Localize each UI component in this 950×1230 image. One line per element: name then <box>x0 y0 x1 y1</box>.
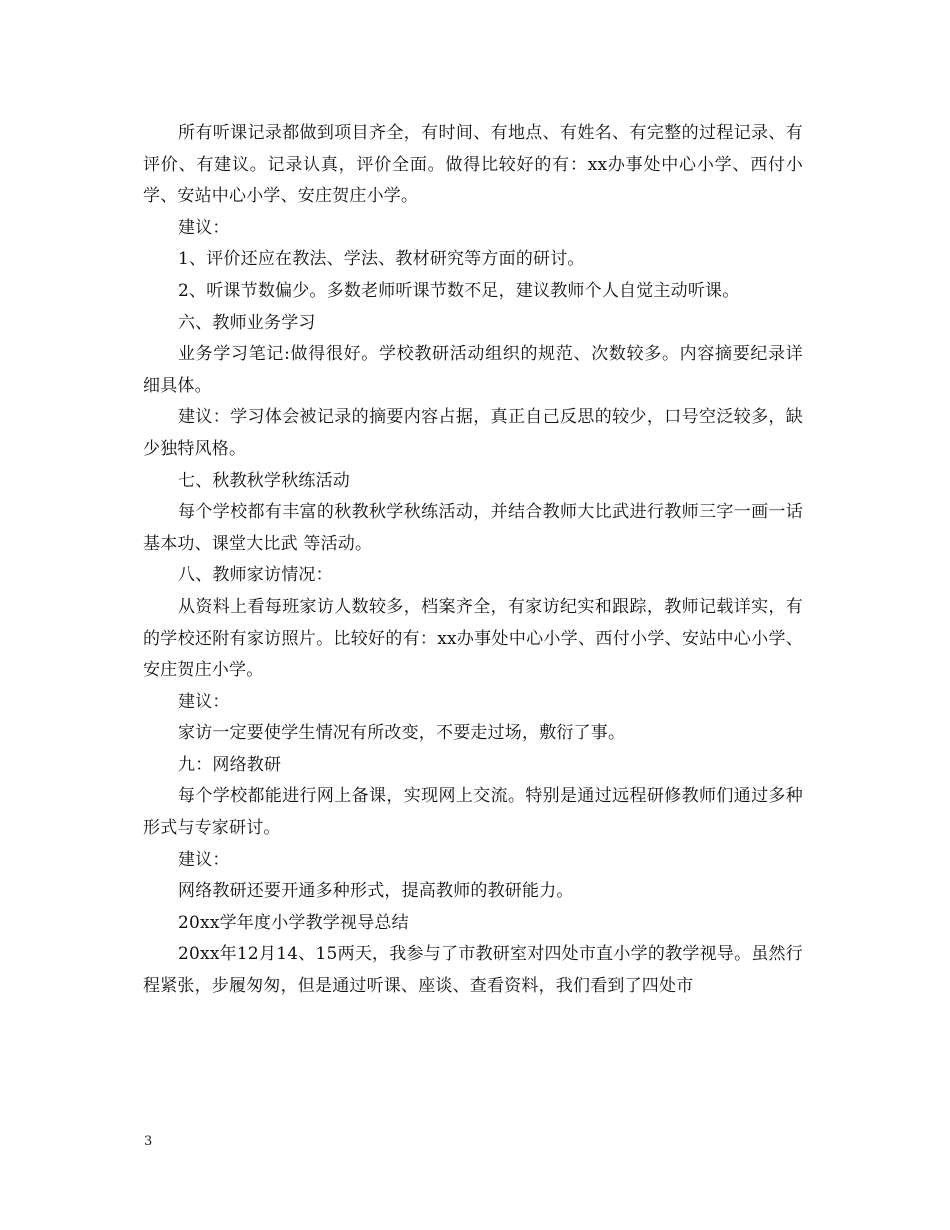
paragraph-suggestion-1: 1、评价还应在教法、学法、教材研究等方面的研讨。 <box>178 249 585 270</box>
section-heading-7: 七、秋教秋学秋练活动 <box>178 470 350 491</box>
paragraph-online-research: 每个学校都能进行网上备课，实现网上交流。特别是通过远程研修教师们通过多种形式与专家研讨。 <box>143 786 803 839</box>
paragraph-summary-title: 20xx学年度小学教学视导总结 <box>178 912 409 933</box>
paragraph-suggestion-heading: 建议： <box>178 217 230 238</box>
paragraph-suggestion-2: 2、听课节数偏少。多数老师听课节数不足，建议教师个人自觉主动听课。 <box>178 280 740 301</box>
document-body <box>143 118 803 1003</box>
section-heading-6: 六、教师业务学习 <box>178 312 316 333</box>
paragraph-autumn-activities: 每个学校都有丰富的秋教秋学秋练活动，并结合教师大比武进行教师三字一画一话基本功、课堂大比武 等活动。 <box>143 502 803 554</box>
paragraph-study-suggestion: 建议：学习体会被记录的摘要内容占据，真正自己反思的较少，口号空泛较多，缺少独特风格。 <box>143 407 803 459</box>
paragraph-lesson-records: 所有听课记录都做到项目齐全，有时间、有地点、有姓名、有完整的过程记录、有评价、有建议。记录认真，评价全面。做得比较好的有：xx办事处中心小学、西付小学、安站中心小学、安庄贺庄小学。 <box>143 123 803 207</box>
paragraph-suggestion-heading-2: 建议： <box>178 691 230 712</box>
page-number: 3 <box>144 1134 153 1149</box>
paragraph-online-suggestion: 网络教研还要开通多种形式，提高教师的教研能力。 <box>178 881 574 902</box>
section-heading-8: 八、教师家访情况： <box>178 565 333 586</box>
paragraph-summary-intro: 20xx年12月14、15两天，我参与了市教研室对四处市直小学的教学视导。虽然行程紧张，步履匆匆，但是通过听课、座谈、查看资料，我们看到了四处市 <box>143 944 803 997</box>
paragraph-home-visits: 从资料上看每班家访人数较多，档案齐全，有家访纪实和跟踪，教师记载详实，有的学校还附有家访照片。比较好的有：xx办事处中心小学、西付小学、安站中心小学、安庄贺庄小学。 <box>143 596 803 681</box>
paragraph-suggestion-heading-3: 建议： <box>178 849 230 870</box>
paragraph-study-notes: 业务学习笔记:做得很好。学校教研活动组织的规范、次数较多。内容摘要纪录详细具体。 <box>143 344 803 396</box>
section-heading-9: 九：网络教研 <box>178 754 282 775</box>
paragraph-home-visit-suggestion: 家访一定要使学生情况有所改变，不要走过场，敷衍了事。 <box>178 723 626 744</box>
